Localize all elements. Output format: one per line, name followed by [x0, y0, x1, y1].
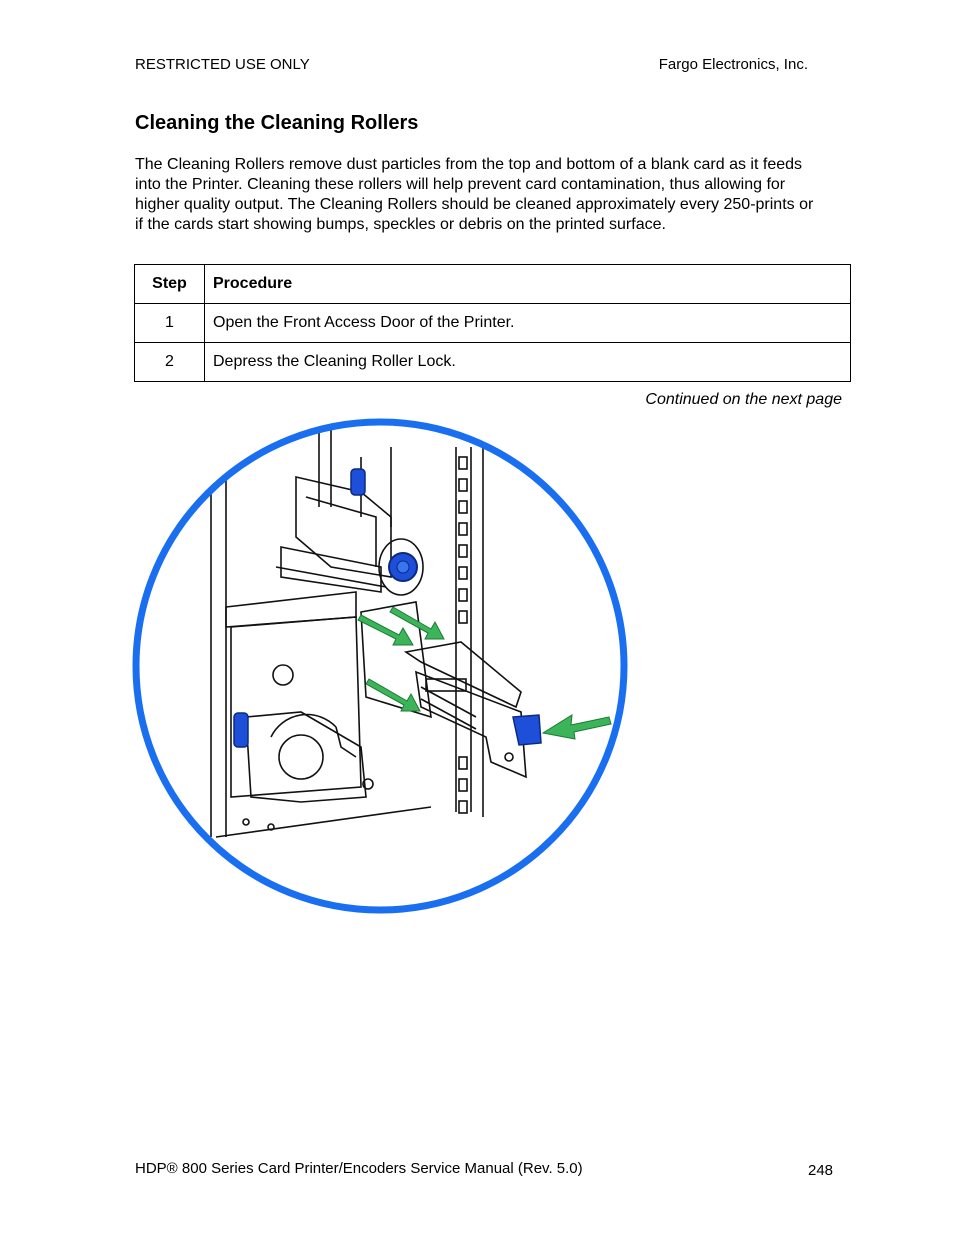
blue-lock-parts: [234, 469, 541, 747]
step-header: Step: [135, 265, 205, 304]
intro-paragraph: The Cleaning Rollers remove dust particles from the top and bottom of a blank card as it feeds into the Printer. Cleaning these rollers will help prevent card contamination, thus allowing for higher quality output. The Cleaning Rollers should be cleaned approximately every 250-prints or if the cards start showing bumps, speckles or debris on the printed surface.: [135, 156, 814, 233]
cleaning-roller-lock-icon: [513, 715, 541, 745]
footer-manual-title: HDP® 800 Series Card Printer/Encoders Service Manual (Rev. 5.0): [135, 1160, 583, 1177]
header-restricted: RESTRICTED USE ONLY: [135, 56, 310, 73]
procedure-text: Depress the Cleaning Roller Lock.: [205, 343, 851, 382]
printer-interior-drawing: [211, 427, 526, 837]
procedure-text: Open the Front Access Door of the Printer.: [205, 304, 851, 343]
step-number: 2: [135, 343, 205, 382]
section-title: Cleaning the Cleaning Rollers: [135, 112, 419, 134]
arrow-left-icon: [543, 715, 611, 739]
table-row: [135, 304, 851, 343]
magnifier-circle: [136, 422, 624, 910]
header-company: Fargo Electronics, Inc.: [658, 56, 808, 73]
table-row: [135, 343, 851, 382]
table-header-row: [135, 265, 851, 304]
upper-lock-icon: [351, 469, 365, 495]
frame-slots: [459, 457, 467, 813]
procedure-table: [134, 264, 851, 382]
step-number: 1: [135, 304, 205, 343]
arrow-right-icon: [366, 679, 420, 711]
left-lock-icon: [234, 713, 248, 747]
page-number: 248: [808, 1162, 834, 1179]
green-arrows: [358, 607, 611, 739]
continued-note: Continued on the next page: [645, 391, 842, 408]
procedure-header: Procedure: [205, 265, 851, 304]
cleaning-roller-illustration: [131, 417, 631, 917]
